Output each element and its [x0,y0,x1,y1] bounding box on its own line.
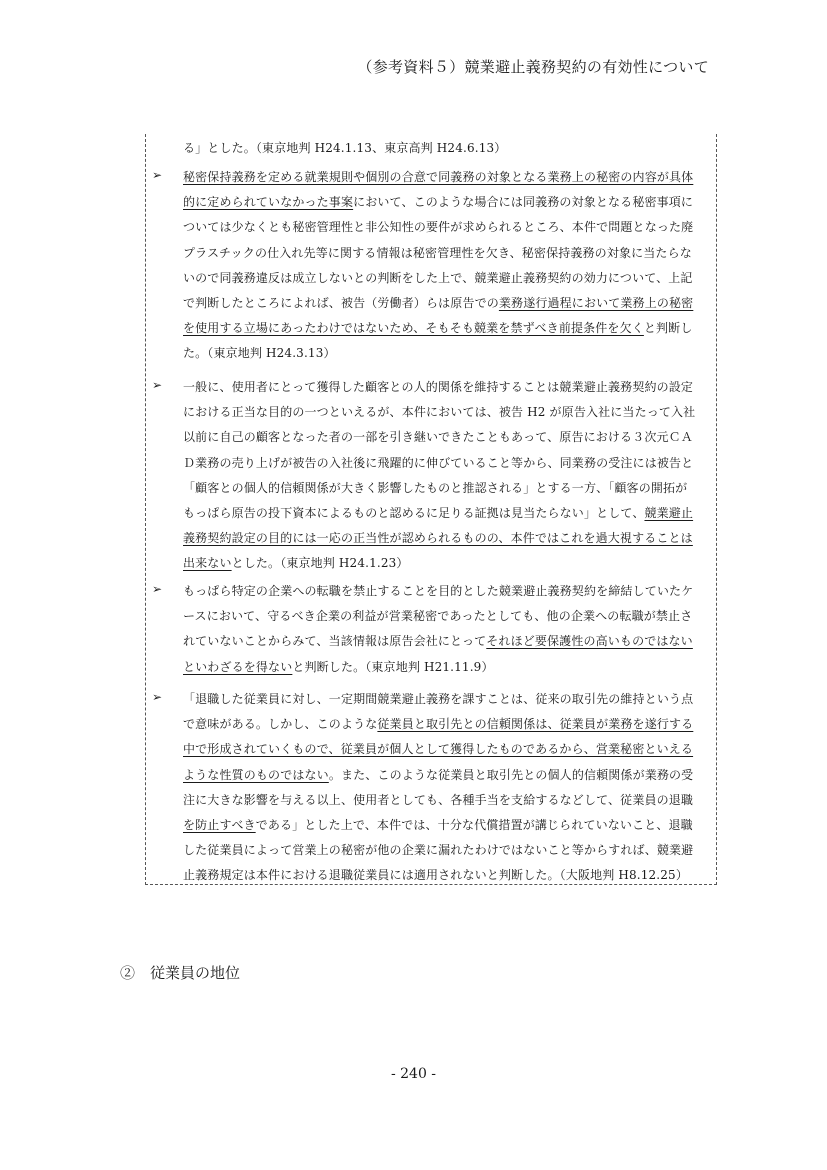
text-line: 「顧客との個人的信頼関係が大きく影響したものと推認される」とする一方、「顧客の開拓が [183,480,688,495]
text-line: Ｄ業務の売り上げが被告の入社後に飛躍的に伸びていること等から、同業務の受注には被告と [183,455,694,470]
text-line: 義務契約設定の目的には一応の正当性が認められるものの、本件ではこれを過大視することは [183,531,693,546]
text-line: といわざるを得ないと判断した。（東京地判 H21.11.9） [183,659,494,674]
text-line: ような性質のものではない。また、このような従業員と取引先との個人的信頼関係が業務の受 [183,767,694,782]
bullet-arrow-icon: ➢ [151,582,163,596]
text-line: た。（東京地判 H24.3.13） [183,346,336,361]
text-line: 止義務規定は本件における退職従業員には適用されないと判断した。（大阪地判 H8.12.25） [183,868,688,883]
text-line: 「退職した従業員に対し、一定期間競業避止義務を課すことは、従来の取引先の維持という点 [183,692,694,706]
text-line: もっぱら原告の投下資本によるものと認めるに足りる証拠は見当たらない」として、競業避止 [183,506,694,521]
text-line: で判断したところによれば、被告（労働者）らは原告での業務遂行過程において業務上の秘密 [183,296,694,311]
page-header: （参考資料５）競業避止義務契約の有効性について [357,58,709,76]
text-line: における正当な目的の一つといえるが、本件においては、被告 H2 が原告入社に当たって入社 [183,405,696,420]
text-line: いので同義務違反は成立しないとの判断をした上で、競業避止義務契約の効力について、上記 [183,270,693,285]
case-item-3 [183,579,710,680]
bullet-arrow-icon: ➢ [151,168,163,182]
text-line: 秘密保持義務を定める就業規則や個別の合意で同義務の対象となる業務上の秘密の内容が具体 [183,170,694,184]
case-item-2 [183,375,710,577]
text-line: した従業員によって営業上の秘密が他の企業に漏れたわけではないこと等からすれば、競業避 [183,843,694,858]
text-line: 的に定められていなかった事案において、このような場合には同義務の対象となる秘密事項に [183,195,694,210]
case-item-4 [183,687,710,889]
text-line: を使用する立場にあったわけではないため、そもそも競業を禁ずべき前提条件を欠くと判断し [183,321,693,336]
bullet-arrow-icon: ➢ [151,378,163,392]
case-item-1 [183,165,710,367]
text-line: 注に大きな影響を与える以上、使用者としても、各種手当を支給するなどして、従業員の退職 [183,792,694,807]
text-line: れていないことからみて、当該情報は原告会社にとってそれほど要保護性の高いものではない [183,634,693,649]
text-line: を防止すべきである」とした上で、本件では、十分な代償措置が講じられていないこと、退職 [183,818,693,833]
page-number: - 240 - [390,1066,437,1082]
continuation-line: る」とした。（東京地判 H24.1.13、東京高判 H24.6.13） [183,141,507,155]
continuation-text [183,136,710,161]
text-line: 一般に、使用者にとって獲得した顧客との人的関係を維持することは競業避止義務契約の設定 [183,380,694,394]
bullet-arrow-icon: ➢ [151,690,163,704]
text-line: ースにおいて、守るべき企業の利益が営業秘密であったとしても、他の企業への転職が禁止さ [183,609,693,624]
text-line: 中で形成されていくもので、従業員が個人として獲得したものであるから、営業秘密といえる [183,742,694,757]
text-line: プラスチックの仕入れ先等に関する情報は秘密管理性を欠き、秘密保持義務の対象に当たらな [183,245,692,260]
text-line: 以前に自己の顧客となった者の一部を引き継いできたこともあって、原告における３次元ＣＡ [183,430,693,445]
text-line: で意味がある。しかし、このような従業員と取引先との信頼関係は、従業員が業務を遂行する [183,717,694,732]
text-line: ついては少なくとも秘密管理性と非公知性の要件が求められるところ、本件で問題となった廃 [183,220,694,235]
text-line: もっぱら特定の企業への転職を禁止することを目的とした競業避止義務契約を締結していたケ [183,584,694,598]
text-line: 出来ないとした。（東京地判 H24.1.23） [183,556,409,571]
section-heading: ② 従業員の地位 [120,964,241,982]
